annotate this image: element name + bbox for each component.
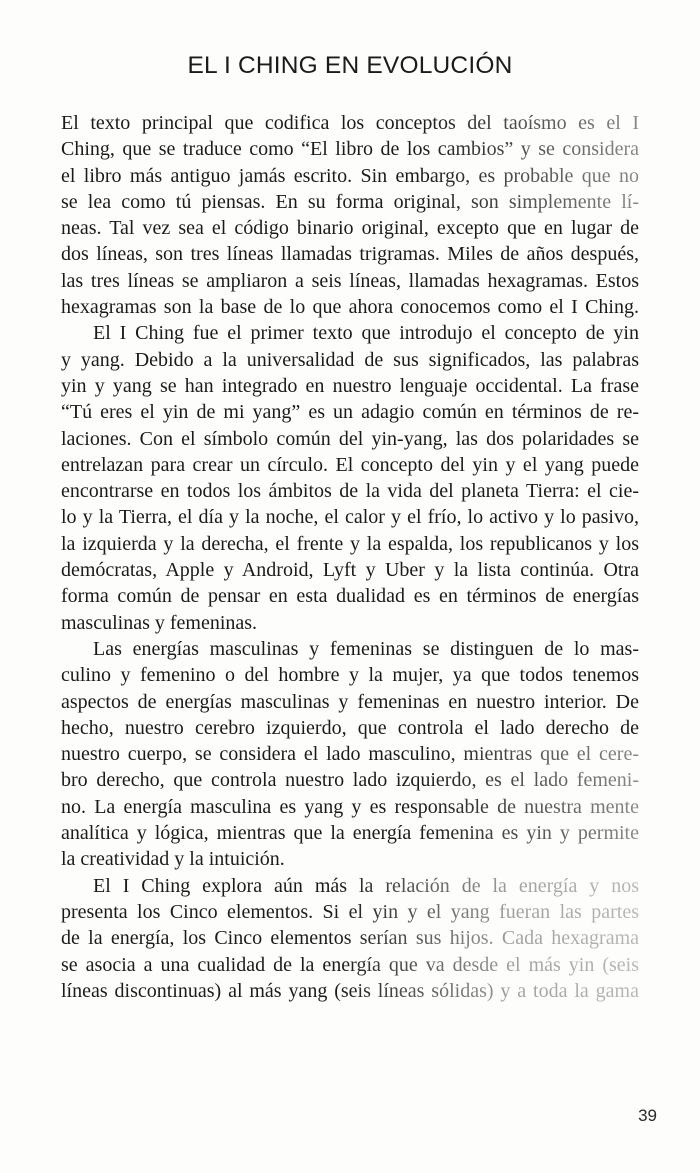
text-line: de la energía, los Cinco elementos serían sus hijos. Cada hexagrama <box>61 925 639 951</box>
body-text <box>61 110 639 1004</box>
text-line: “Tú eres el yin de mi yang” es un adagio común en términos de re- <box>61 401 639 424</box>
text-line: bro derecho, que controla nuestro lado izquierdo, es el lado femeni- <box>61 767 639 793</box>
text-line: líneas discontinuas) al más yang (seis líneas sólidas) y a toda la gama <box>61 978 639 1004</box>
page-number: 39 <box>638 1106 657 1125</box>
text-line: se lea como tú piensas. En su forma original, son simplemente lí- <box>61 189 639 215</box>
paragraph-2 <box>61 320 639 636</box>
text-line: El I Ching explora aún más la relación de la energía y nos <box>61 873 639 899</box>
page-title: EL I CHING EN EVOLUCIÓN <box>187 52 513 79</box>
text-line: Ching, que se traduce como “El libro de los cambios” y se considera <box>61 136 639 162</box>
text-line: Las energías masculinas y femeninas se distinguen de lo mas- <box>93 637 639 660</box>
text-line: hecho, nuestro cerebro izquierdo, que controla el lado derecho de <box>61 716 639 739</box>
text-line: el libro más antiguo jamás escrito. Sin embargo, es probable que no <box>61 163 639 189</box>
text-line: la creatividad y la intuición. <box>61 848 285 871</box>
text-line: hexagramas son la base de lo que ahora conocemos como el I Ching. <box>61 296 639 319</box>
paragraph-1 <box>61 110 639 320</box>
paragraph-4 <box>61 873 639 1004</box>
text-line: entrelazan para crear un círculo. El concepto del yin y el yang puede <box>61 453 639 476</box>
text-line: aspectos de energías masculinas y femeninas en nuestro interior. De <box>61 690 639 713</box>
text-line: masculinas y femeninas. <box>61 611 258 634</box>
text-line: las tres líneas se ampliaron a seis líneas, llamadas hexagramas. Estos <box>61 269 639 292</box>
text-line: presenta los Cinco elementos. Si el yin y el yang fueran las partes <box>61 899 639 925</box>
text-line: encontrarse en todos los ámbitos de la vida del planeta Tierra: el cie- <box>61 480 639 503</box>
text-line: culino y femenino o del hombre y la mujer, ya que todos tenemos <box>61 664 639 687</box>
text-line: dos líneas, son tres líneas llamadas trigramas. Miles de años después, <box>61 243 639 266</box>
text-line: se asocia a una cualidad de la energía que va desde el más yin (seis <box>61 952 639 978</box>
text-line: yin y yang se han integrado en nuestro lenguaje occidental. La frase <box>61 374 639 397</box>
text-line: El I Ching fue el primer texto que introdujo el concepto de yin <box>93 322 639 345</box>
text-line: no. La energía masculina es yang y es responsable de nuestra mente <box>61 794 639 820</box>
paragraph-3 <box>61 636 639 873</box>
text-line: analítica y lógica, mientras que la energía femenina es yin y permite <box>61 820 639 846</box>
text-line: El texto principal que codifica los conceptos del taoísmo es el I <box>61 110 639 136</box>
text-line: la izquierda y la derecha, el frente y la espalda, los republicanos y los <box>61 532 639 555</box>
text-line: y yang. Debido a la universalidad de sus significados, las palabras <box>61 348 639 371</box>
text-line: laciones. Con el símbolo común del yin-yang, las dos polaridades se <box>61 427 639 450</box>
text-line: demócratas, Apple y Android, Lyft y Uber y la lista continúa. Otra <box>61 559 639 582</box>
text-line: neas. Tal vez sea el código binario original, excepto que en lugar de <box>61 217 639 240</box>
text-line: lo y la Tierra, el día y la noche, el calor y el frío, lo activo y lo pasivo, <box>61 506 639 529</box>
text-line: forma común de pensar en esta dualidad es en términos de energías <box>61 585 639 608</box>
text-line: nuestro cuerpo, se considera el lado masculino, mientras que el cere- <box>61 741 639 767</box>
